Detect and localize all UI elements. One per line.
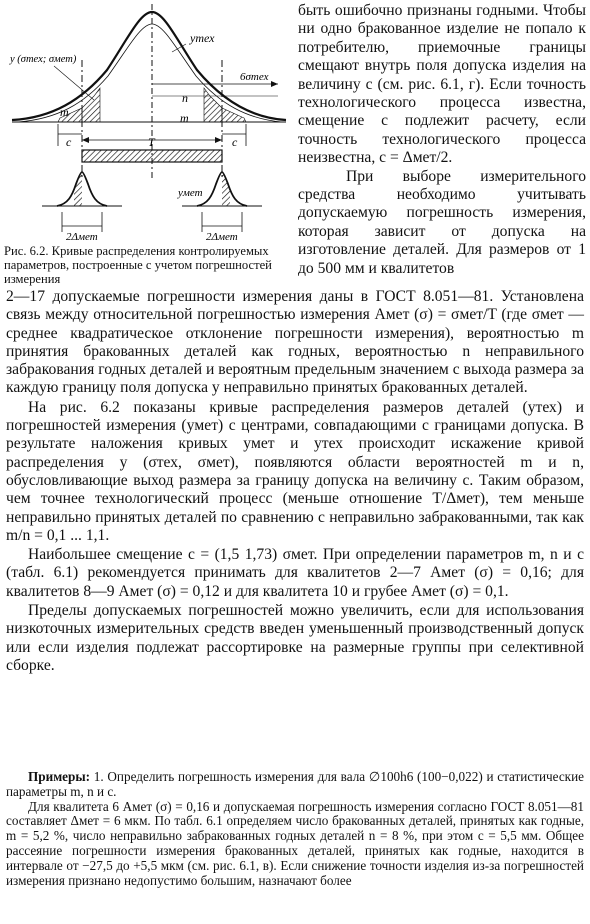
- main-text: [6, 288, 584, 675]
- examples-heading: Примеры:: [28, 769, 91, 784]
- right-column: [298, 2, 586, 278]
- label-T: T: [148, 135, 155, 149]
- label-y-met: yмет: [178, 187, 203, 199]
- distribution-curves-diagram: [2, 0, 292, 242]
- right-paragraph-1: быть ошибочно признаны годными. Чтобы ни одно бракованное изделие не попало к потребителю, приемочные границы смещают внутрь поля допуска изделия на величину c (см. рис. 6.1, г). Если точность технологического процесса известна, смещение c подлежит расчету, если точность технологического процесса неизвестна, c = Δмет/2.: [298, 2, 586, 167]
- right-paragraph-2: При выборе измерительного средства необходимо учитывать допускаемую погрешность измерения, которая зависит от допуска на изготовление деталей. Для размеров от 1 до 500 мм и квалитетов: [298, 167, 586, 277]
- area-m-right: [222, 108, 246, 122]
- main-paragraph-2: На рис. 6.2 показаны кривые распределения размеров деталей (yтех) и погрешностей измерения (yмет) с центрами, совпадающими с границами допуска. В результате наложения кривых yмет и yтех происходит искажение кривой распределения y (σтех, σмет), появляются области вероятностей m и n, обусловливающие выход размера за границу допуска на величину c. Таким образом, чем точнее технологический процесс (меньше отношение T/Δмет), тем меньше неправильно принятых деталей по сравнению с неправильно забракованными, так как m/n = 0,1 ... 1,1.: [6, 398, 584, 544]
- figure-caption: Рис. 6.2. Кривые распределения контролируемых параметров, построенные с учетом погрешностей измерения: [4, 244, 272, 286]
- label-c-right: c: [232, 135, 238, 149]
- label-n: n: [182, 91, 188, 105]
- tolerance-band: [82, 150, 222, 162]
- examples-p1-text: 1. Определить погрешность измерения для вала ∅100h6 (100−0,022) и статистические параметры m, n и c.: [6, 769, 584, 799]
- examples-paragraph-1: [6, 770, 584, 800]
- label-six-sigma: 6σтех: [240, 71, 269, 83]
- main-paragraph-3: Наибольшее смещение c = (1,5 1,73) σмет. При определении параметров m, n и c (табл. 6.1) рекомендуется принимать для квалитетов 2—7 Aмет (σ) = 0,16; для квалитетов 8—9 Aмет (σ) = 0,12 и для квалитета 10 и грубее Aмет (σ) = 0,1.: [6, 546, 584, 600]
- label-y-tex: yтех: [190, 31, 215, 45]
- figure-6-2: [2, 0, 292, 242]
- curve-y-tex: [12, 12, 286, 120]
- examples-section: [6, 770, 584, 888]
- main-paragraph-4: Пределы допускаемых погрешностей можно увеличить, если для использования низкоточных измерительных средств введен уменьшенный производственный допуск или если изделия подлежат рассортировке на размерные группы при селективной сборке.: [6, 602, 584, 674]
- label-m-right: m: [180, 111, 189, 125]
- label-m-left: m: [60, 105, 69, 119]
- label-c-left: c: [66, 135, 72, 149]
- main-paragraph-1: 2—17 допускаемые погрешности измерения даны в ГОСТ 8.051—81. Установлена связь между относительной погрешностью измерения Aмет (σ) = σмет/T (где σмет — среднее квадратическое отклонение погрешности измерения), вероятностью m принятия бракованных деталей как годных, вероятностью n неправильного забракования годных деталей и вероятным предельным значением c выхода размера за каждую границу поля допуска у неправильно принятых бракованных деталей.: [6, 288, 584, 397]
- label-y-sigma: y (σтех; σмет): [10, 54, 77, 65]
- label-2delta-right: 2Δмет: [206, 231, 238, 242]
- label-2delta-left: 2Δмет: [66, 231, 98, 242]
- examples-paragraph-2: Для квалитета 6 Aмет (σ) = 0,16 и допускаемая погрешность измерения согласно ГОСТ 8.051—81 составляет Δмет = 6 мкм. По табл. 6.1 определяем число бракованных деталей, принятых как годные, m = 5,2 %, число неправильно забракованных годных деталей n = 8 %, при этом c = 5,5 мм. Общее рассеяние погрешности измерения бракованных деталей, принятых как годные, находится в интервале от −27,5 до +5,5 мкм (см. рис. 6.1, в). Если снижение точности изделия из-за погрешностей измерения признано недопустимо большим, назначают более: [6, 798, 584, 888]
